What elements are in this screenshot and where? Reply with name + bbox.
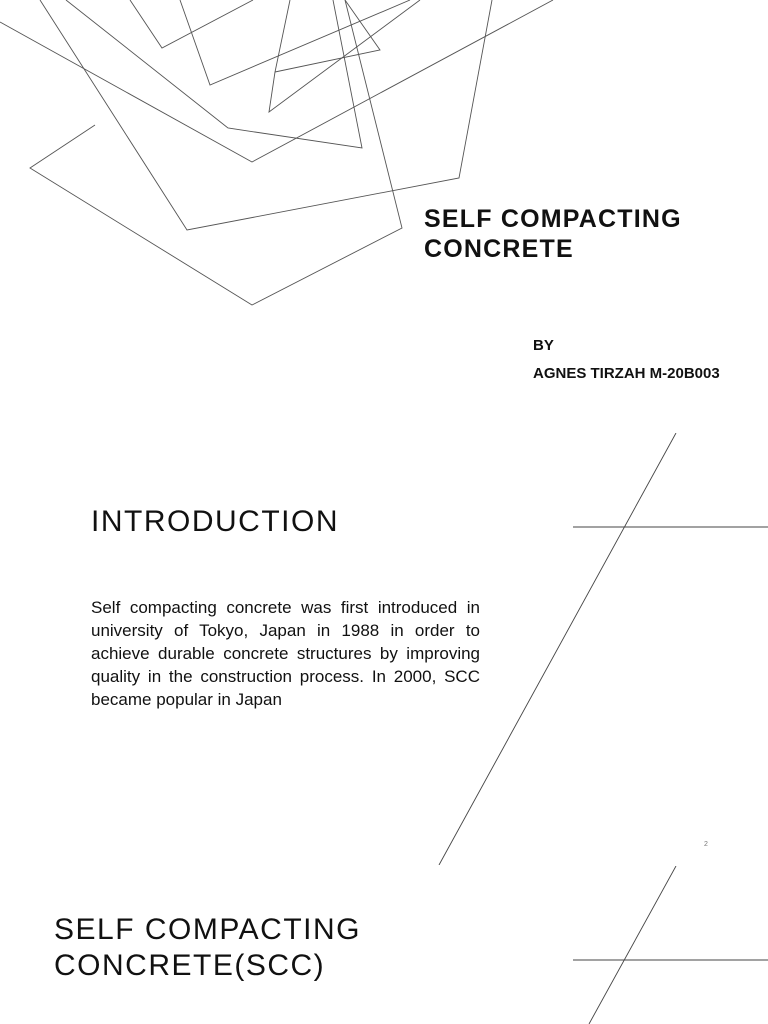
deco-diagonal-line — [589, 866, 676, 1024]
deco-line — [66, 0, 362, 148]
scc-heading-line1: SELF COMPACTING — [54, 913, 361, 946]
page-number: 2 — [704, 841, 708, 848]
introduction-body: Self compacting concrete was first introduced in university of Tokyo, Japan in 1988 in order to achieve durable concrete structures by improving quality in the construction process. In 2000, SCC became popular in Japan — [91, 598, 480, 709]
deco-line — [30, 0, 402, 305]
deco-line — [130, 0, 253, 48]
deco-line — [269, 0, 420, 112]
deco-line — [40, 0, 492, 230]
deco-line — [0, 0, 553, 162]
scc-heading-line2: CONCRETE(SCC) — [54, 949, 326, 982]
deco-line — [180, 0, 410, 85]
slide-title-line2: CONCRETE — [424, 235, 574, 263]
scc-heading — [54, 912, 361, 984]
introduction-slide — [0, 433, 768, 865]
slide-title — [424, 204, 682, 264]
title-slide — [0, 0, 768, 432]
slide-title-line1: SELF COMPACTING — [424, 205, 682, 233]
scc-slide — [0, 866, 768, 1024]
deco-line — [275, 0, 380, 72]
by-label: BY — [533, 337, 554, 354]
introduction-heading: INTRODUCTION — [91, 505, 339, 538]
author-name: AGNES TIRZAH M-20B003 — [533, 365, 720, 382]
